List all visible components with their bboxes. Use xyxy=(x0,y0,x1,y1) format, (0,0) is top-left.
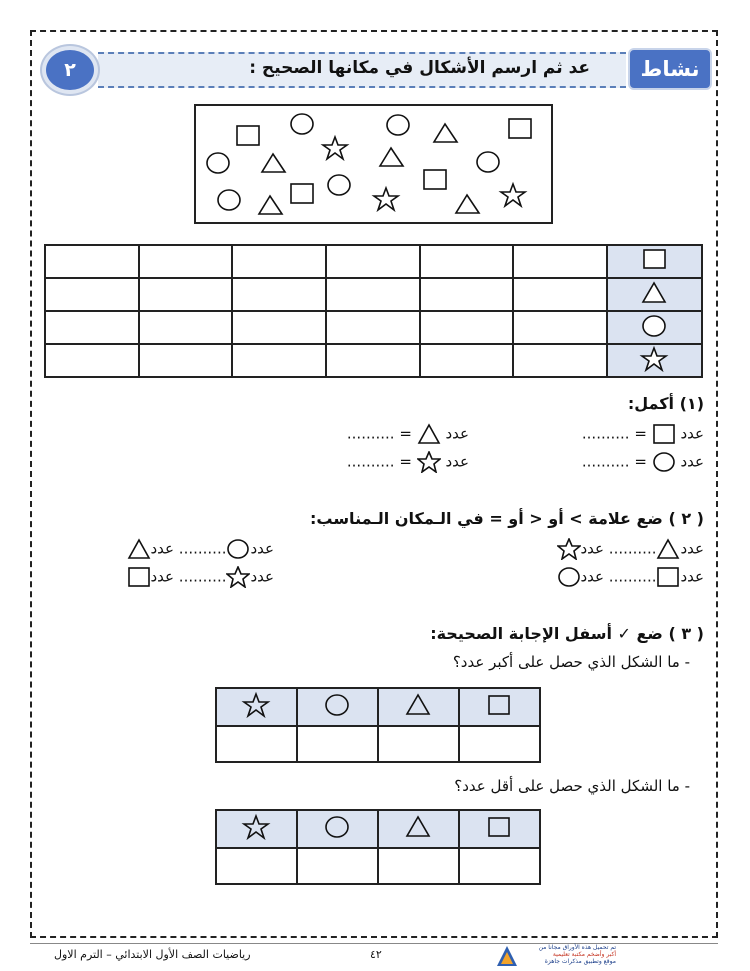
q1-item-star xyxy=(347,451,469,473)
square-shape xyxy=(509,119,531,138)
count-word: عدد xyxy=(445,424,469,443)
q1-item-triangle xyxy=(347,423,469,445)
table-row xyxy=(216,810,540,848)
table-cell[interactable] xyxy=(420,245,514,278)
circle-header-cell xyxy=(607,311,702,344)
triangle-icon xyxy=(656,538,680,560)
footer-page-number: ٤٢ xyxy=(370,948,382,961)
triangle-shape xyxy=(380,148,403,166)
star-icon xyxy=(608,345,701,372)
square-icon xyxy=(460,689,539,721)
table-cell[interactable] xyxy=(45,311,139,344)
triangle-icon xyxy=(379,689,458,721)
table-cell[interactable] xyxy=(45,245,139,278)
option-square xyxy=(459,688,540,726)
q2-compare-2 xyxy=(127,538,275,560)
check-cell[interactable] xyxy=(459,848,540,884)
table-cell[interactable] xyxy=(139,311,233,344)
table-cell[interactable] xyxy=(45,344,139,377)
table-cell[interactable] xyxy=(326,245,420,278)
star-shape xyxy=(323,137,347,159)
count-word: عدد xyxy=(680,452,704,471)
table-cell[interactable] xyxy=(232,278,326,311)
count-word: عدد xyxy=(580,567,605,586)
count-word: عدد xyxy=(580,539,605,558)
count-word: عدد xyxy=(250,567,274,586)
triangle-shape xyxy=(259,196,282,214)
table-cell[interactable] xyxy=(45,278,139,311)
table-row xyxy=(45,311,702,344)
shapes-illustration xyxy=(196,106,551,222)
activity-title: عد ثم ارسم الأشكال في مكانها الصحيح : xyxy=(249,58,590,78)
option-star xyxy=(216,688,297,726)
table-cell[interactable] xyxy=(326,311,420,344)
square-icon xyxy=(127,566,151,588)
q2-compare-1 xyxy=(557,538,705,560)
logo-line-2: أكبر وأضخم مكتبة تعليمية xyxy=(552,951,616,958)
logo-line-1: تم تحميل هذه الأوراق مجانا من xyxy=(538,944,616,951)
table-cell[interactable] xyxy=(420,278,514,311)
q3-table-least xyxy=(215,809,541,885)
square-header-cell xyxy=(607,245,702,278)
table-cell[interactable] xyxy=(232,311,326,344)
table-cell[interactable] xyxy=(232,245,326,278)
table-cell[interactable] xyxy=(420,344,514,377)
table-cell[interactable] xyxy=(139,278,233,311)
q3-title: ( ٣ ) ضع ✓ أسفل الإجابة الصحيحة: xyxy=(430,624,704,643)
circle-shape xyxy=(387,115,409,135)
square-icon xyxy=(608,246,701,273)
table-row xyxy=(216,848,540,884)
table-row xyxy=(45,344,702,377)
q1-item-circle xyxy=(582,451,704,473)
table-cell[interactable] xyxy=(326,278,420,311)
count-word: عدد xyxy=(680,567,704,586)
circle-shape xyxy=(218,190,240,210)
q1-title: (١) أكمل: xyxy=(627,394,704,413)
footer-logo xyxy=(496,944,616,968)
table-cell[interactable] xyxy=(513,245,607,278)
q1-item-square xyxy=(582,423,704,445)
circle-shape xyxy=(207,153,229,173)
circle-icon xyxy=(226,538,250,560)
count-word: عدد xyxy=(250,539,274,558)
answer-blank[interactable]: = .......... xyxy=(346,452,412,471)
table-cell[interactable] xyxy=(420,311,514,344)
logo-line-3: موقع وتطبيق مذكرات جاهزة xyxy=(544,958,616,965)
triangle-icon xyxy=(127,538,151,560)
option-circle xyxy=(297,810,378,848)
compare-blank[interactable]: .......... xyxy=(608,539,657,558)
table-cell[interactable] xyxy=(513,311,607,344)
check-cell[interactable] xyxy=(378,726,459,762)
q3-question-most: - ما الشكل الذي حصل على أكبر عدد؟ xyxy=(452,653,690,671)
logo-icon xyxy=(496,945,518,967)
square-icon xyxy=(656,566,680,588)
table-row xyxy=(216,726,540,762)
q3-table-most xyxy=(215,687,541,763)
count-word: عدد xyxy=(680,539,704,558)
circle-icon xyxy=(557,566,581,588)
q2-compare-3 xyxy=(557,566,705,588)
circle-shape xyxy=(477,152,499,172)
triangle-icon xyxy=(379,811,458,843)
option-star xyxy=(216,810,297,848)
star-icon xyxy=(226,566,250,588)
square-shape xyxy=(237,126,259,145)
square-shape xyxy=(291,184,313,203)
check-cell[interactable] xyxy=(216,848,297,884)
triangle-icon xyxy=(417,423,441,445)
star-icon xyxy=(417,451,441,473)
activity-header xyxy=(98,52,626,88)
count-table xyxy=(44,244,703,378)
square-icon xyxy=(652,423,676,445)
option-triangle xyxy=(378,810,459,848)
triangle-header-cell xyxy=(607,278,702,311)
count-word: عدد xyxy=(150,567,175,586)
activity-number: ٢ xyxy=(42,46,98,94)
table-cell[interactable] xyxy=(513,344,607,377)
compare-blank[interactable]: .......... xyxy=(178,567,227,586)
check-cell[interactable] xyxy=(297,726,378,762)
star-shape xyxy=(501,184,525,206)
circle-shape xyxy=(291,114,313,134)
star-icon xyxy=(557,538,581,560)
circle-icon xyxy=(298,811,377,843)
answer-blank[interactable]: = .......... xyxy=(581,452,647,471)
shapes-box xyxy=(194,104,553,224)
triangle-shape xyxy=(262,154,285,172)
check-cell[interactable] xyxy=(459,726,540,762)
triangle-shape xyxy=(434,124,457,142)
answer-blank[interactable]: = .......... xyxy=(346,424,412,443)
circle-icon xyxy=(608,312,701,339)
circle-icon xyxy=(298,689,377,721)
triangle-shape xyxy=(456,195,479,213)
count-word: عدد xyxy=(680,424,704,443)
check-cell[interactable] xyxy=(378,848,459,884)
table-cell[interactable] xyxy=(232,344,326,377)
table-row xyxy=(45,278,702,311)
q2-compare-4 xyxy=(127,566,275,588)
star-header-cell xyxy=(607,344,702,377)
square-icon xyxy=(460,811,539,843)
star-icon xyxy=(217,811,296,843)
option-square xyxy=(459,810,540,848)
count-word: عدد xyxy=(150,539,175,558)
check-cell[interactable] xyxy=(216,726,297,762)
activity-badge: نشاط xyxy=(628,48,712,90)
q2-title: ( ٢ ) ضع علامة > أو < أو = في الـمكان الـمناسب: xyxy=(309,509,704,528)
circle-shape xyxy=(328,175,350,195)
table-row xyxy=(45,245,702,278)
option-triangle xyxy=(378,688,459,726)
option-circle xyxy=(297,688,378,726)
table-cell[interactable] xyxy=(139,344,233,377)
count-word: عدد xyxy=(445,452,469,471)
footer-subject: رياضيات الصف الأول الابتدائي – الترم الاول xyxy=(54,948,251,961)
star-icon xyxy=(217,689,296,721)
table-row xyxy=(216,688,540,726)
compare-blank[interactable]: .......... xyxy=(178,539,227,558)
star-shape xyxy=(374,188,398,210)
q3-question-least: - ما الشكل الذي حصل على أقل عدد؟ xyxy=(454,777,690,795)
table-cell[interactable] xyxy=(326,344,420,377)
check-cell[interactable] xyxy=(297,848,378,884)
square-shape xyxy=(424,170,446,189)
table-cell[interactable] xyxy=(513,278,607,311)
answer-blank[interactable]: = .......... xyxy=(581,424,647,443)
table-cell[interactable] xyxy=(139,245,233,278)
circle-icon xyxy=(652,451,676,473)
triangle-icon xyxy=(608,279,701,306)
compare-blank[interactable]: .......... xyxy=(608,567,657,586)
